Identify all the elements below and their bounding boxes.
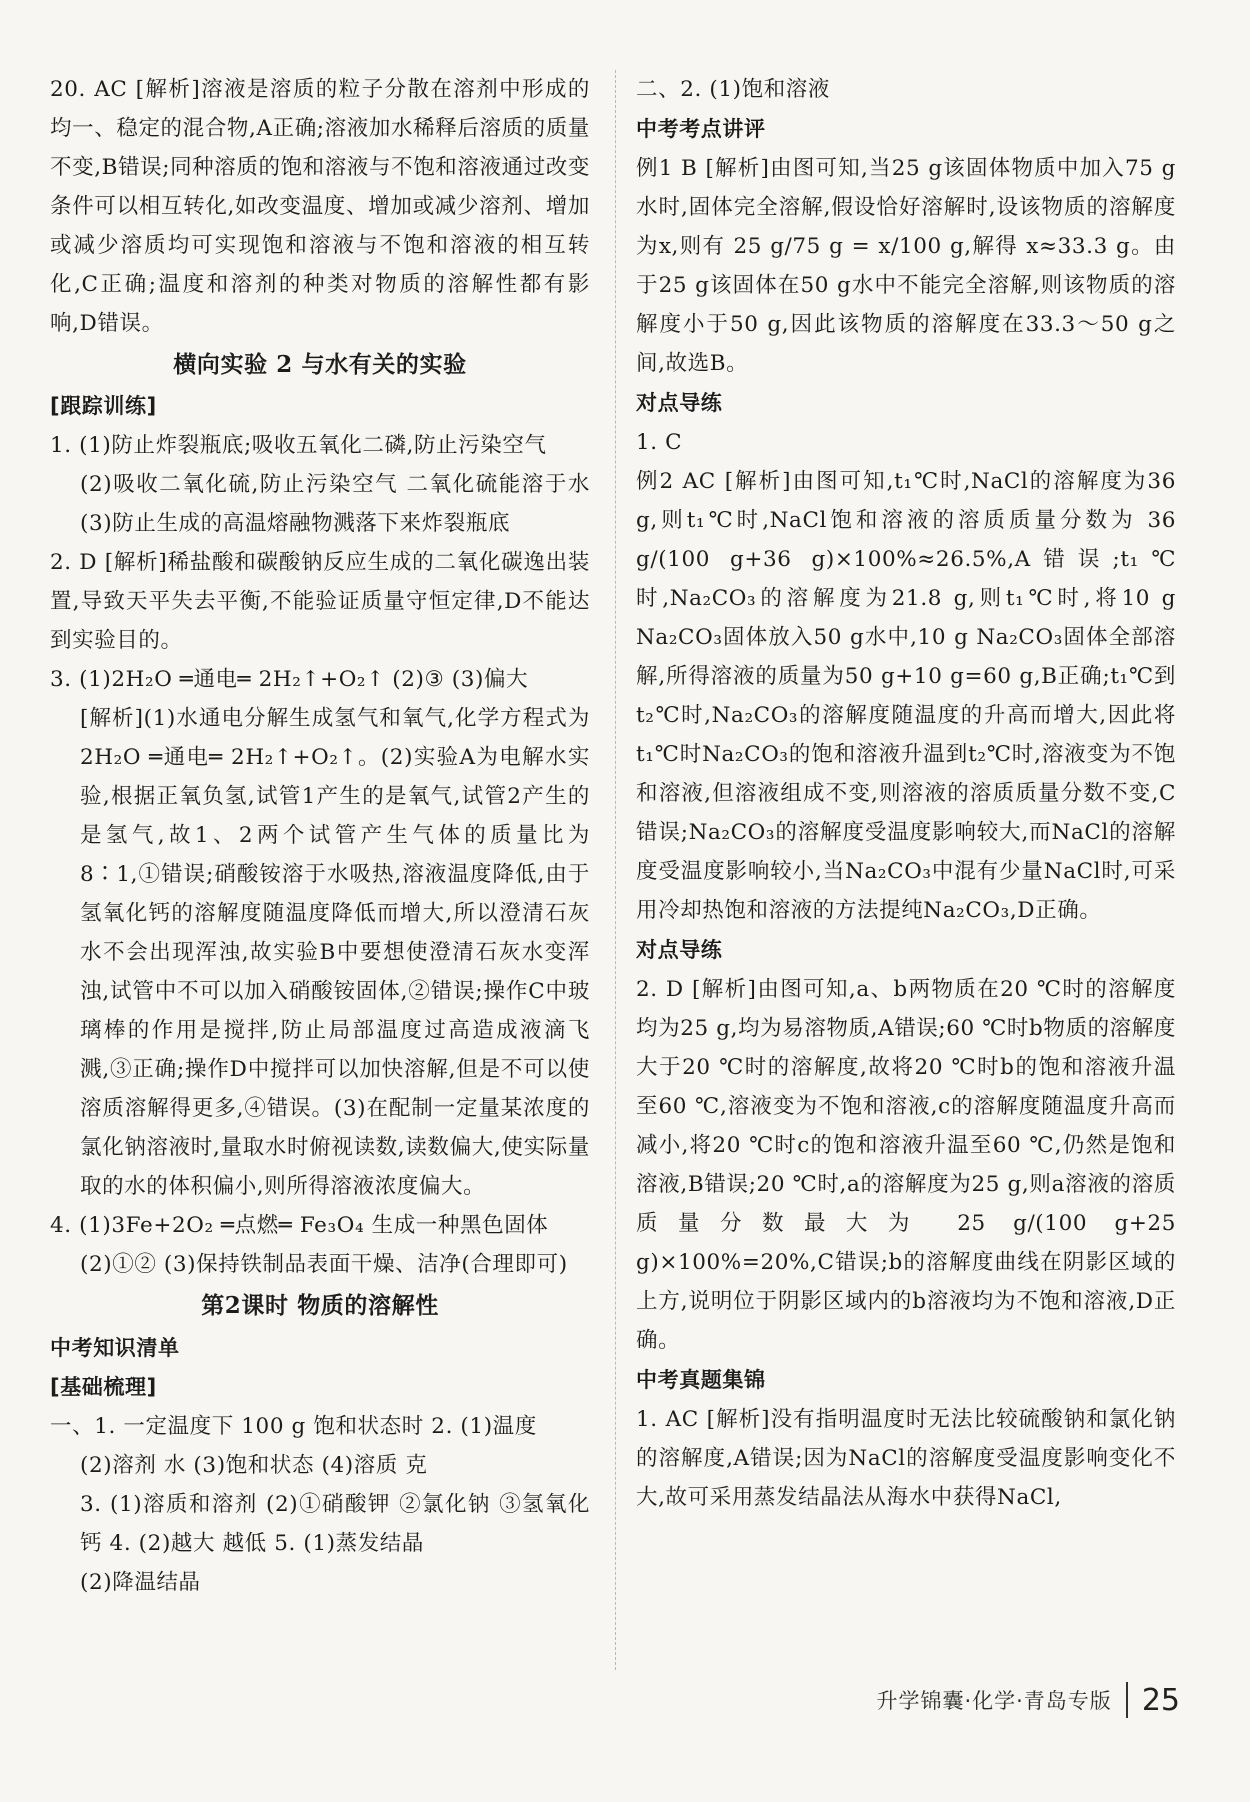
review-line-3: 3. (1)溶质和溶剂 (2)①硝酸钾 ②氯化钠 ③氢氧化钙 4. (2)越大 越低 5. (1)蒸发结晶 bbox=[80, 1492, 590, 1556]
answer-1-part2: (2)吸收二氧化硫,防止污染空气 二氧化硫能溶于水 (3)防止生成的高温熔融物溅落下来炸裂瓶底 bbox=[80, 472, 590, 536]
left-column bbox=[50, 70, 590, 1602]
example-1: 例1 B [解析]由图可知,当25 g该固体物质中加入75 g水时,固体完全溶解,假设恰好溶解时,设该物质的溶解度为x,则有 25 g/75 g = x/100 g,解得 x≈33.3 g。由于25 g该固体在50 g水中不能完全溶解,则该物质的溶解度小于50 g,因此该物质的溶解度在33.3～50 g之间,故选B。 bbox=[636, 156, 1176, 376]
answer-3: 3. (1)2H₂O ═通电═ 2H₂↑+O₂↑ (2)③ (3)偏大 bbox=[50, 667, 529, 692]
book-title: 升学锦囊·化学·青岛专版 bbox=[876, 1689, 1112, 1713]
heading-practice-2: 对点导练 bbox=[636, 938, 723, 962]
heading-real-exams: 中考真题集锦 bbox=[636, 1368, 766, 1392]
footer-divider bbox=[1126, 1682, 1128, 1718]
answer-20: 20. AC [解析]溶液是溶质的粒子分散在溶剂中形成的均一、稳定的混合物,A正确;溶液加水稀释后溶质的质量不变,B错误;同种溶质的饱和溶液与不饱和溶液通过改变条件可以相互转化,如改变温度、增加或减少溶剂、增加或减少溶质均可实现饱和溶液与不饱和溶液的相互转化,C正确;温度和溶剂的种类对物质的溶解性都有影响,D错误。 bbox=[50, 77, 590, 336]
right-column bbox=[636, 70, 1176, 1517]
lesson-title: 第2课时 物质的溶解性 bbox=[201, 1292, 439, 1319]
real-exam-1: 1. AC [解析]没有指明温度时无法比较硫酸钠和氯化钠的溶解度,A错误;因为NaCl的溶解度受温度影响变化不大,故可采用蒸发结晶法从海水中获得NaCl, bbox=[636, 1407, 1176, 1510]
tag-basic-review: [基础梳理] bbox=[50, 1375, 157, 1399]
heading-knowledge-list: 中考知识清单 bbox=[50, 1336, 180, 1360]
practice-2-answer: 2. D [解析]由图可知,a、b两物质在20 ℃时的溶解度均为25 g,均为易溶物质,A错误;60 ℃时b物质的溶解度大于20 ℃时的溶解度,故将20 ℃时b的饱和溶液升温至60 ℃,溶液变为不饱和溶液,c的溶解度随温度升高而减小,将20 ℃时c的饱和溶液升温至60 ℃,仍然是饱和溶液,B错误;20 ℃时,a的溶解度为25 g,则a溶液的溶质质量分数最大为 25 g/(100 g+25 g)×100%=20%,C错误;b的溶解度曲线在阴影区域的上方,说明位于阴影区域内的b溶液均为不饱和溶液,D正确。 bbox=[636, 977, 1176, 1353]
answer-3-analysis: [解析](1)水通电分解生成氢气和氧气,化学方程式为2H₂O ═通电═ 2H₂↑+O₂↑。(2)实验A为电解水实验,根据正氧负氢,试管1产生的是氧气,试管2产生的是氢气,故1、2两个试管产生气体的质量比为8∶1,①错误;硝酸铵溶于水吸热,溶液温度降低,由于氢氧化钙的溶解度随温度降低而增大,所以澄清石灰水不会出现浑浊,故实验B中要想使澄清石灰水变浑浊,试管中不可以加入硝酸铵固体,②错误;操作C中玻璃棒的作用是搅拌,防止局部温度过高造成液滴飞溅,③正确;操作D中搅拌可以加快溶解,但是不可以使溶质溶解得更多,④错误。(3)在配制一定量某浓度的氯化钠溶液时,量取水时俯视读数,读数偏大,使实际量取的水的体积偏小,则所得溶液浓度偏大。 bbox=[80, 706, 590, 1199]
review-line-2: (2)溶剂 水 (3)饱和状态 (4)溶质 克 bbox=[80, 1453, 428, 1478]
tag-tracking-training: [跟踪训练] bbox=[50, 394, 157, 418]
heading-exam-points: 中考考点讲评 bbox=[636, 117, 766, 141]
page-number: 25 bbox=[1141, 1682, 1180, 1718]
section-title-experiment-2: 横向实验 2 与水有关的实验 bbox=[173, 351, 467, 378]
answer-4-part1: 4. (1)3Fe+2O₂ ═点燃═ Fe₃O₄ 生成一种黑色固体 bbox=[50, 1213, 549, 1238]
review-line-4: (2)降温结晶 bbox=[80, 1570, 201, 1595]
practice-1-answer: 1. C bbox=[636, 430, 683, 455]
heading-practice-1: 对点导练 bbox=[636, 391, 723, 415]
answer-1-part1: 1. (1)防止炸裂瓶底;吸收五氧化二磷,防止污染空气 bbox=[50, 433, 547, 458]
answer-2: 2. D [解析]稀盐酸和碳酸钠反应生成的二氧化碳逸出装置,导致天平失去平衡,不能验证质量守恒定律,D不能达到实验目的。 bbox=[50, 550, 590, 653]
column-divider bbox=[615, 70, 616, 1670]
review-line-1: 一、1. 一定温度下 100 g 饱和状态时 2. (1)温度 bbox=[50, 1414, 537, 1439]
answer-4-part2: (2)①② (3)保持铁制品表面干燥、洁净(合理即可) bbox=[80, 1252, 568, 1277]
answer-2-2: 二、2. (1)饱和溶液 bbox=[636, 77, 831, 102]
page-footer bbox=[876, 1680, 1180, 1720]
example-2: 例2 AC [解析]由图可知,t₁℃时,NaCl的溶解度为36 g,则t₁℃时,NaCl饱和溶液的溶质质量分数为 36 g/(100 g+36 g)×100%≈26.5%,A错误;t₁℃时,Na₂CO₃的溶解度为21.8 g,则t₁℃时,将10 g Na₂CO₃固体放入50 g水中,10 g Na₂CO₃固体全部溶解,所得溶液的质量为50 g+10 g=60 g,B正确;t₁℃到t₂℃时,Na₂CO₃的溶解度随温度的升高而增大,因此将t₁℃时Na₂CO₃的饱和溶液升温到t₂℃时,溶液变为不饱和溶液,但溶液组成不变,则溶液的溶质质量分数不变,C错误;Na₂CO₃的溶解度受温度影响较大,而NaCl的溶解度受温度影响较小,当Na₂CO₃中混有少量NaCl时,可采用冷却热饱和溶液的方法提纯Na₂CO₃,D正确。 bbox=[636, 469, 1176, 923]
